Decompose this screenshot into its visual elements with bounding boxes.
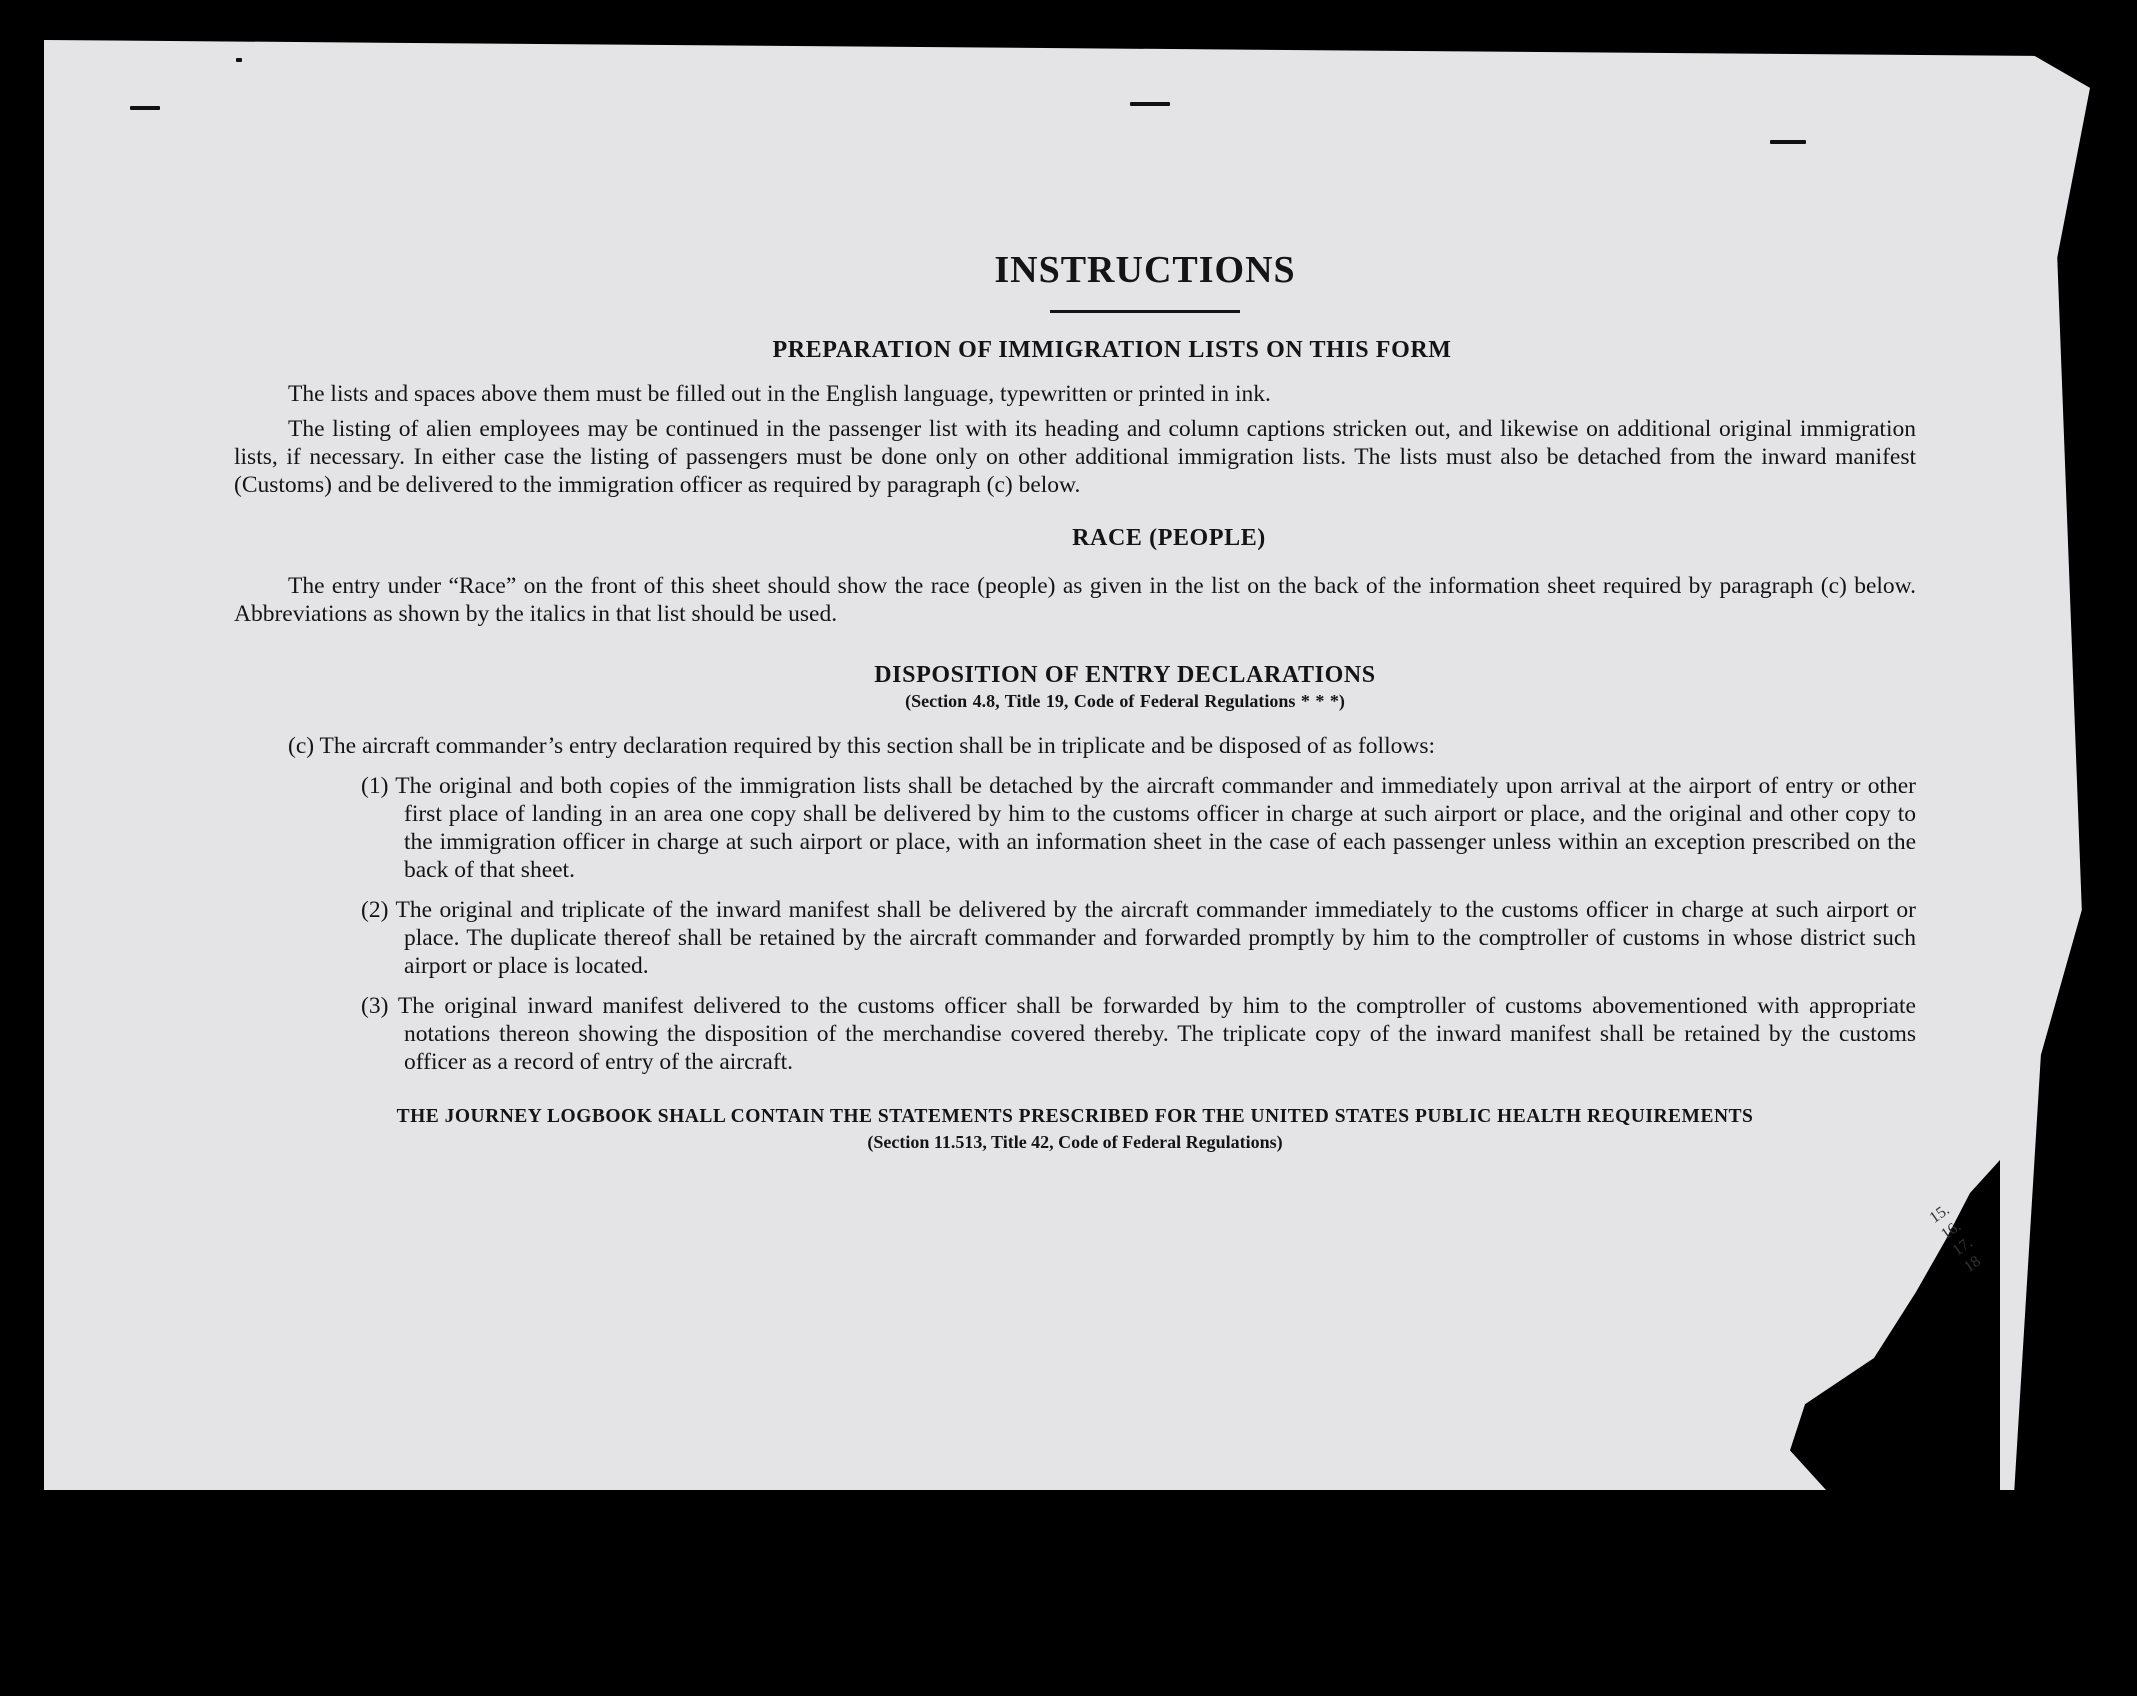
margin-number: 16. (1938, 1217, 1965, 1244)
disposition-item: (3) The original inward manifest delivered to the customs officer shall be forwarded by him to the comptroller of customs abovementioned with appropriate notations thereon showing the disposition of the merchandise covered thereby. The triplicate copy of the inward manifest shall be retained by the customs officer as a record of entry of the aircraft. (361, 993, 1916, 1075)
margin-number: 15. (1926, 1201, 1953, 1227)
disposition-item: (1) The original and both copies of the immigration lists shall be detached by the aircraft commander and immediately upon arrival at the airport of entry or other first place of landing in an area one copy shall be delivered by him to the customs officer in charge at such airport or place, and the original and other copy to the immigration officer in charge at such airport or place, with an information sheet in the case of each passenger unless within an exception prescribed on the back of that sheet. (361, 773, 1916, 883)
disposition-heading: DISPOSITION OF ENTRY DECLARATIONS (874, 662, 1376, 688)
title-rule (1050, 310, 1240, 313)
page-title: INSTRUCTIONS (994, 249, 1296, 291)
margin-number: 18 (1960, 1252, 1984, 1276)
disposition-intro: (c) The aircraft commander’s entry declaration required by this section shall be in triplicate and be disposed of as follows: (288, 733, 1435, 759)
health-requirements-statement: THE JOURNEY LOGBOOK SHALL CONTAIN THE STATEMENTS PRESCRIBED FOR THE UNITED STATES PUBLIC HEALTH REQUIREMENTS (396, 1106, 1754, 1127)
health-requirements-citation: (Section 11.513, Title 42, Code of Federal Regulations) (867, 1132, 1283, 1152)
margin-number: 17. (1949, 1234, 1976, 1260)
disposition-item: (2) The original and triplicate of the inward manifest shall be delivered by the aircraft commander immediately to the customs officer in charge at such airport or place. The duplicate thereof shall be retained by the aircraft commander and forwarded promptly by him to the comptroller of customs in whose district such airport or place is located. (361, 897, 1916, 979)
scan-speck (130, 106, 160, 110)
scan-speck (1770, 140, 1806, 144)
preparation-paragraph: The lists and spaces above them must be filled out in the English language, typewritten or printed in ink. (288, 381, 1271, 407)
scan-speck (1130, 102, 1170, 106)
race-heading: RACE (PEOPLE) (1072, 525, 1266, 551)
disposition-citation: (Section 4.8, Title 19, Code of Federal Regulations * * *) (905, 691, 1345, 711)
preparation-heading: PREPARATION OF IMMIGRATION LISTS ON THIS FORM (772, 337, 1452, 363)
instructions-document (234, 248, 1916, 1153)
race-paragraph: The entry under “Race” on the front of this sheet should show the race (people) as given in the list on the back of the information sheet required by paragraph (c) below. Abbreviations as shown by the italics in that list should be used. (234, 573, 1916, 627)
preparation-paragraph: The listing of alien employees may be continued in the passenger list with its heading and column captions stricken out, and likewise on additional original immigration lists, if necessary. In either case the listing of passengers must be done only on other additional immigration lists. The lists must also be detached from the inward manifest (Customs) and be delivered to the immigration officer as required by paragraph (c) below. (234, 416, 1916, 498)
scan-speck (236, 58, 242, 62)
